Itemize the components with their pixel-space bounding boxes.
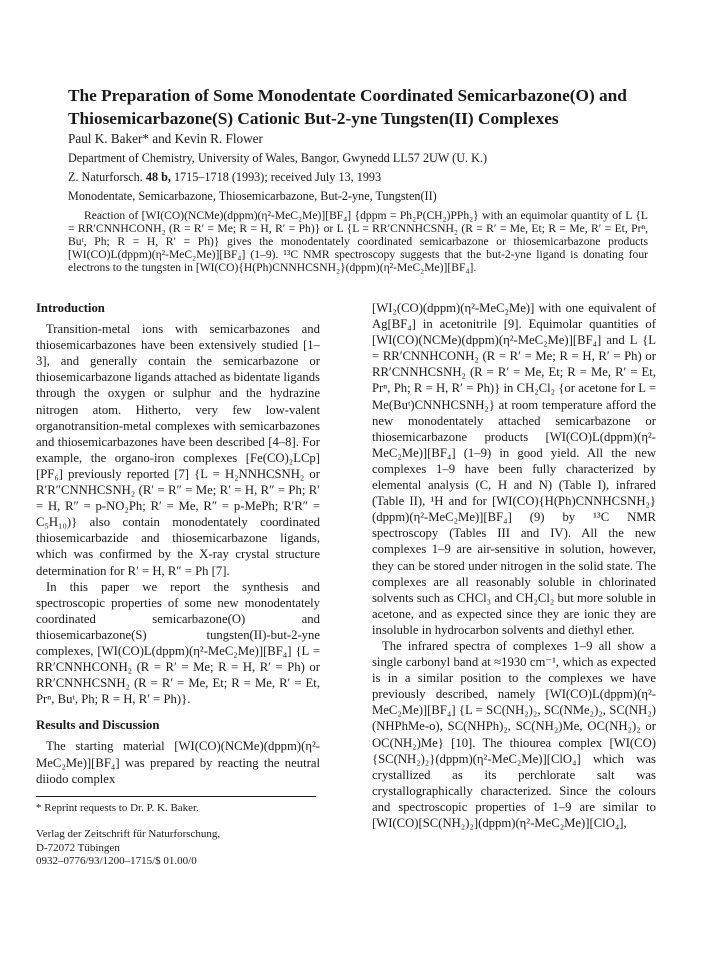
- results-paragraph-1: The starting material [WI(CO)(NCMe)(dppm)(η²-MeC₂Me)][BF₄] was prepared by reacting the neutral diiodo complex: [36, 739, 320, 786]
- journal-volume: 48 b,: [145, 170, 171, 184]
- publisher-line-1: Verlag der Zeitschrift für Naturforschung,: [36, 828, 221, 840]
- footnote: * Reprint requests to Dr. P. K. Baker.: [36, 802, 199, 814]
- section-heading-introduction: Introduction: [36, 301, 105, 315]
- authors: Paul K. Baker* and Kevin R. Flower: [68, 131, 263, 146]
- results-paragraph-2: [WI₂(CO)(dppm)(η²-MeC₂Me)] with one equivalent of Ag[BF₄] in acetonitrile [9]. Equimolar quantities of [WI(CO)(NCMe)(dppm)(η²-MeC₂Me)][BF₄] and L {L = RR′CNNHCONH₂ (R = R′ = Me; R = H, R′ = Ph) or RR′CNNHCSNH₂ (R = R′ = Me, Et; R = Me, R′ = Et, Prⁿ, Ph; R = H, R′ = Ph)} in CH₂Cl₂ {or acetone for L = Me(Buᵗ)CNNHCSNH₂} at room temperature afford the new monodentately attached semicarbazone or thiosemicarbazone products [WI(CO)L(dppm)(η²-MeC₂Me)][BF₄] (1–9) in good yield. All the new complexes 1–9 have been fully characterized by elemental analysis (C, H and N) (Table I), infrared (Table II), ¹H and for [WI(CO){H(Ph)CNNHCSNH₂}(dppm)(η²-MeC₂Me)][BF₄] (9) by ¹³C NMR spectroscopy (Tables III and IV). All the new complexes 1–9 are air-sensitive in solution, however, they can be stored under nitrogen in the solid state. The complexes are all reasonably soluble in chlorinated solvents such as CHCl₃ and CH₂Cl₂ but more soluble in acetone, and as expected since they are ionic they are insoluble in hydrocarbon solvents and diethyl ether.: [372, 301, 656, 637]
- journal-pages-received: 1715–1718 (1993); received July 13, 1993: [173, 170, 382, 184]
- right-column: [372, 300, 656, 831]
- keywords: Monodentate, Semicarbazone, Thiosemicarbazone, But-2-yne, Tungsten(II): [68, 189, 437, 203]
- publisher-line-3: 0932–0776/93/1200–1715/$ 01.00/0: [36, 855, 197, 867]
- intro-paragraph-2: In this paper we report the synthesis and spectroscopic properties of some new monodentately coordinated semicarbazone(O) and thiosemicarbazone(S) tungsten(II)-but-2-yne complexes, [WI(CO)L(dppm)(η²-MeC₂Me)][BF₄] {L = RR′CNNHCONH₂ (R = R′ = Me; R = H, R′ = Ph) or RR′CNNHCSNH₂ (R = R′ = Me, Et; R = Me, R′ = Et, Prⁿ, Buᵗ, Ph; R = H, R′ = Ph)}.: [36, 579, 320, 707]
- article-title: The Preparation of Some Monodentate Coordinated Semicarbazone(O) and Thiosemicarbazone(S) Cationic But-2-yne Tungsten(II) Complexes: [68, 86, 627, 128]
- publisher-info: [36, 828, 320, 869]
- publisher-line-2: D-72072 Tübingen: [36, 841, 120, 854]
- results-paragraph-3: The infrared spectra of complexes 1–9 all show a single carbonyl band at ≈1930 cm⁻¹, which as expected is in a similar position to the complexes we have previously described, namely [WI(CO)L(dppm)(η²-MeC₂Me)][BF₄] {L = SC(NH₂)₂, SC(NMe₂)₂, SC(NH₂)(NHPhMe-o), SC(NHPh)₂, SC(NH₂)Me, OC(NH₂)₂ or OC(NH₂)Me} [10]. The thiourea complex [WI(CO){SC(NH₂)₂}(dppm)(η²-MeC₂Me)][ClO₄] which was crystallized as its perchlorate salt was crystallographically characterized. Since the colours and spectroscopic properties of 1–9 are similar to [WI(CO)[SC(NH₂)₂](dppm)(η²-MeC₂Me)][ClO₄],: [372, 638, 656, 830]
- affiliation: Department of Chemistry, University of Wales, Bangor, Gwynedd LL57 2UW (U. K.): [68, 151, 488, 165]
- left-column: [36, 300, 320, 787]
- abstract: Reaction of [WI(CO)(NCMe)(dppm)(η²-MeC₂Me)][BF₄] {dppm = Ph₂P(CH₂)PPh₂} with an equimolar quantity of L {L = RR′CNNHCONH₂ (R = R′ = Me; R = H, R′ = Ph)} or L {L = RR′CNNHCSNH₂ (R = R′ = Me, Et; R = Me, R′ = Et, Prⁿ, Buᵗ, Ph; R = H, R′ = Ph)} gives the monodentately coordinated semicarbazone or thiosemicarbazone products [WI(CO)L(dppm)(η²-MeC₂Me)][BF₄] (1–9). ¹³C NMR spectroscopy suggests that the but-2-yne ligand is donating four electrons to the tungsten in [WI(CO){H(Ph)CNNHCSNH₂}(dppm)(η²-MeC₂Me)][BF₄].: [68, 209, 648, 275]
- journal-name: Z. Naturforsch.: [68, 170, 143, 184]
- section-heading-results: Results and Discussion: [36, 718, 160, 733]
- intro-paragraph-1: Transition-metal ions with semicarbazones and thiosemicarbazones have been extensively studied [1–3], and generally contain the semicarbazone or thiosemicarbazone ligands attached as bidentate ligands through the oxygen or sulphur and the hydrazine nitrogen atom. Hitherto, very few low-valent organotransition-metal complexes with semicarbazones and thiosemicarbazones have been described [4–8]. For example, the organo-iron complexes [Fe(CO)₂LCp][PF₆] previously reported [7] {L = H₂NNHCSNH₂ or R′R″CNNHCSNH₂ (R′ = R″ = Me; R′ = H, R″ = Ph; R′ = H, R″ = p-NO₂Ph; R′ = Me, R″ = p-MePh; R′R″ = C₅H₁₀)} also contain monodentately coordinated thiosemicarbazide and thiosemicarbazone ligands, which was confirmed by the X-ray crystal structure determination for R′ = H, R″ = Ph [7].: [36, 322, 320, 578]
- citation: [68, 170, 381, 185]
- footnote-divider: [36, 796, 316, 797]
